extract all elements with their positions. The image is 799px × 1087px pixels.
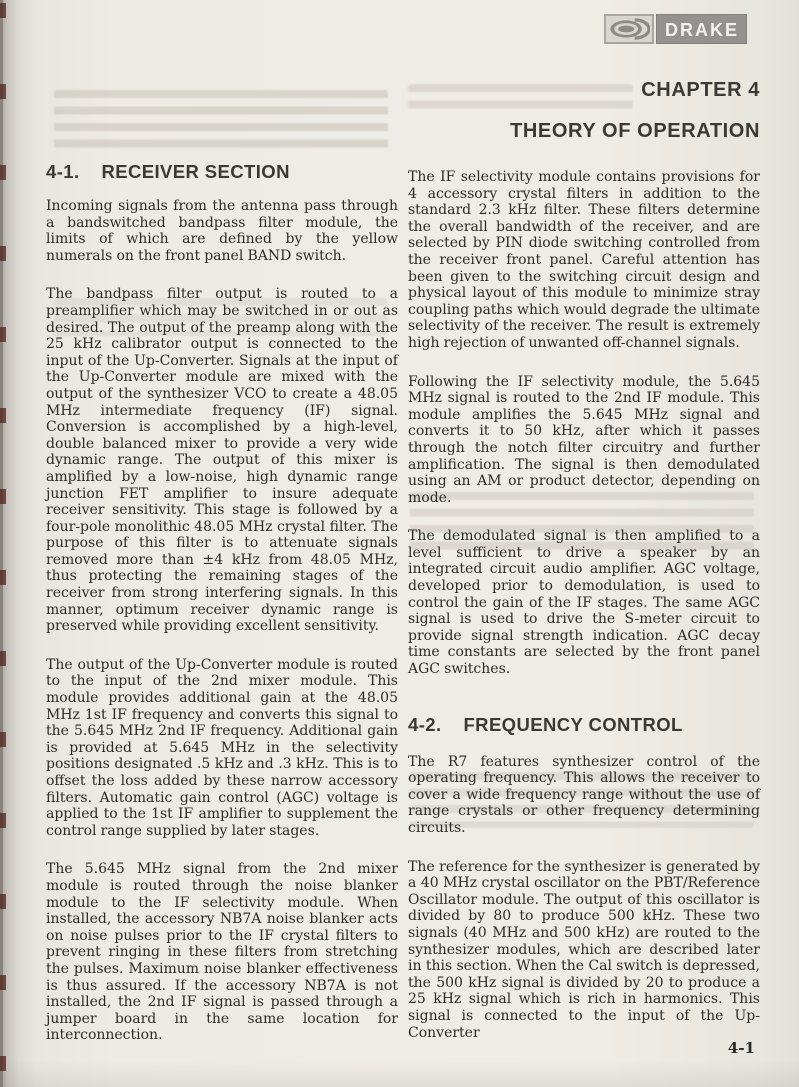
body-paragraph: The output of the Up-Converter module is routed to the input of the 2nd mixer module. This module provides additional gain at the 48.05 MHz 1st IF frequency and converts this signal to the 5.645 MHz 2nd IF frequency. Additional gain is provided at 5.645 MHz in the selectivity positions designated .5 kHz and .3 kHz. This is to offset the loss added by these narrow accessory filters. Automatic gain control (AGC) voltage is applied to the 1st IF amplifier to supplement the control range supplied by later stages. bbox=[46, 656, 398, 839]
drake-logo bbox=[604, 14, 747, 44]
binding-marks bbox=[0, 3, 6, 1087]
scan-shadow bbox=[0, 1061, 799, 1087]
section-title: RECEIVER SECTION bbox=[101, 161, 290, 182]
bleed-through-artifact bbox=[54, 90, 388, 152]
body-paragraph: The 5.645 MHz signal from the 2nd mixer module is routed through the noise blanker module to the IF selectivity module. When installed, the accessory NB7A noise blanker acts on noise pulses prior to the IF crystal filters to prevent ringing in these filters from stretching the pulses. Maximum noise blanker effectiveness is thus assured. If the accessory NB7A is not installed, the 2nd IF signal is passed through a jumper board in the same location for interconnection. bbox=[46, 861, 398, 1044]
page-number: 4-1 bbox=[727, 1039, 755, 1057]
body-paragraph: The IF selectivity module contains provisions for 4 accessory crystal filters in addition to the standard 2.3 kHz filter. These filters determine the overall bandwidth of the receiver, and are selected by PIN diode switching controlled from the receiver front panel. Careful attention has been given to the switching circuit design and physical layout of this module to minimize stray coupling paths which would degrade the ultimate selectivity of the receiver. The result is extremely high rejection of unwanted off-channel signals. bbox=[408, 169, 760, 351]
body-paragraph: The bandpass filter output is routed to a preamplifier which may be switched in or out as desired. The output of the preamp along with the 25 kHz calibrator output is connected to the input of the Up-Converter. Signals at the input of the Up-Converter module are mixed with the output of the synthesizer VCO to create a 48.05 MHz intermediate frequency (IF) signal. Conversion is accomplished by a high-level, double balanced mixer to provide a very wide dynamic range. The output of this mixer is amplified by a low-noise, high dynamic range junction FET amplifier to insure adequate receiver sensitivity. This stage is followed by a four-pole monolithic 48.05 MHz crystal filter. The purpose of this filter is to attenuate signals removed more than ±4 kHz from 48.05 MHz, thus protecting the remaining stages of the receiver from strong interfering signals. In this manner, optimum receiver dynamic range is preserved while providing excellent sensitivity. bbox=[46, 286, 398, 635]
right-column bbox=[408, 78, 760, 1041]
section-heading-receiver-section bbox=[46, 161, 398, 183]
body-paragraph: The reference for the synthesizer is generated by a 40 MHz crystal oscillator on the PBT/Reference Oscillator module. The output of this oscillator is divided by 80 to produce 500 kHz. These two signals (40 MHz and 500 kHz) are routed to the synthesizer modules, which are described later in this section. When the Cal switch is depressed, the 500 kHz signal is divided by 20 to produce a 25 kHz signal which is rich in harmonics. This signal is connected to the input of the Up-Converter bbox=[408, 858, 760, 1041]
left-column bbox=[46, 161, 398, 1044]
section-number: 4-1. bbox=[46, 161, 80, 182]
body-paragraph: Incoming signals from the antenna pass through a bandswitched bandpass filter module, the limits of which are defined by the yellow numerals on the front panel BAND switch. bbox=[46, 198, 398, 264]
drake-logo-text: DRAKE bbox=[656, 14, 747, 44]
drake-oval-emblem-icon bbox=[604, 14, 654, 44]
section-number: 4-2. bbox=[408, 713, 442, 735]
chapter-title: THEORY OF OPERATION bbox=[510, 120, 760, 142]
section-heading-frequency-control bbox=[408, 714, 760, 736]
body-paragraph: Following the IF selectivity module, the 5.645 MHz signal is routed to the 2nd IF module. This module amplifies the 5.645 MHz signal and converts it to 50 kHz, after which it passes through the notch filter circuitry and further amplification. The signal is then demodulated using an AM or product detector, depending on mode. bbox=[408, 373, 760, 506]
body-paragraph: The demodulated signal is then amplified to a level sufficient to drive a speaker by an integrated circuit audio amplifier. AGC voltage, developed prior to demodulation, is used to control the gain of the IF stages. The same AGC signal is used to drive the S-meter circuit to provide signal strength indication. AGC decay time constants are selected by the front panel AGC switches. bbox=[408, 528, 760, 678]
body-paragraph: The R7 features synthesizer control of the operating frequency. This allows the receiver to cover a wide frequency range without the use of range crystals or other frequency determining circuits. bbox=[408, 753, 760, 836]
chapter-label: CHAPTER 4 bbox=[641, 79, 760, 101]
section-title: FREQUENCY CONTROL bbox=[463, 713, 683, 735]
